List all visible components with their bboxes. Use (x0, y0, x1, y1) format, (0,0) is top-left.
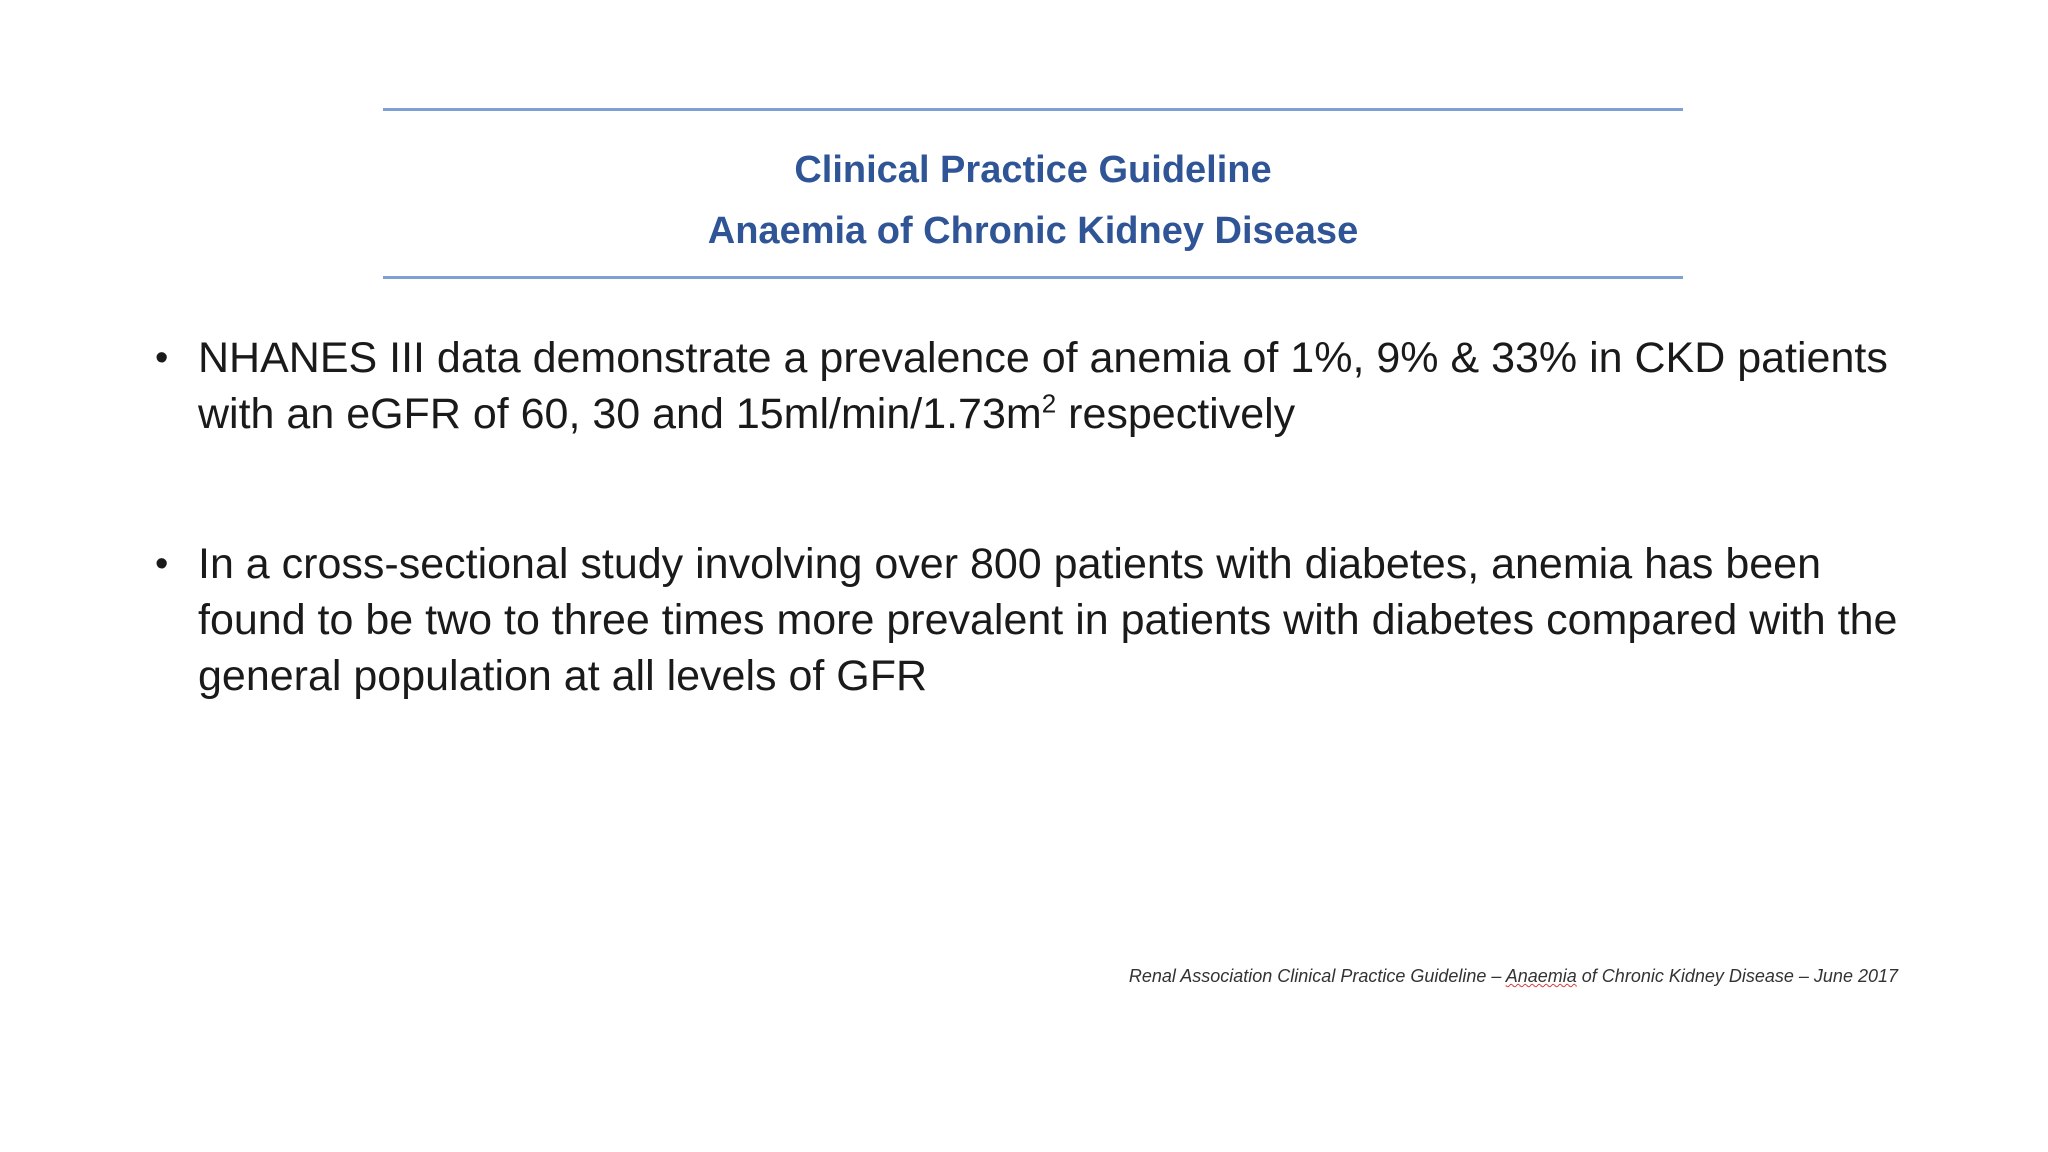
slide-title (383, 140, 1683, 262)
header-top-rule (383, 108, 1683, 111)
footer-text-spellcheck-word: Anaemia (1505, 966, 1577, 986)
bullet-text: In a cross-sectional study involving over 800 patients with diabetes, anemia has been found to be two to three times more prevalent in patients with diabetes compared with the general population at all levels of GFR (198, 540, 1898, 700)
bullet-item-diabetes (155, 536, 1915, 704)
header-bottom-rule (383, 276, 1683, 279)
bullet-text-tail: respectively (1056, 390, 1296, 438)
footer-text-start: Renal Association Clinical Practice Guideline – (1128, 966, 1506, 986)
footer-citation (1129, 966, 1898, 987)
title-line-1: Clinical Practice Guideline (794, 149, 1272, 191)
footer-text-end: of Chronic Kidney Disease – June 2017 (1576, 966, 1898, 986)
bullet-list (155, 330, 1915, 704)
bullet-marker: • (155, 337, 169, 379)
title-line-2: Anaemia of Chronic Kidney Disease (707, 210, 1359, 252)
bullet-marker: • (155, 543, 169, 585)
bullet-text: NHANES III data demonstrate a prevalence of anemia of 1%, 9% & 33% in CKD patients with an eGFR of 60, 30 and 15ml/min/1.73m (198, 334, 1888, 438)
bullet-item-nhanes (155, 330, 1915, 442)
superscript: 2 (1041, 388, 1057, 419)
